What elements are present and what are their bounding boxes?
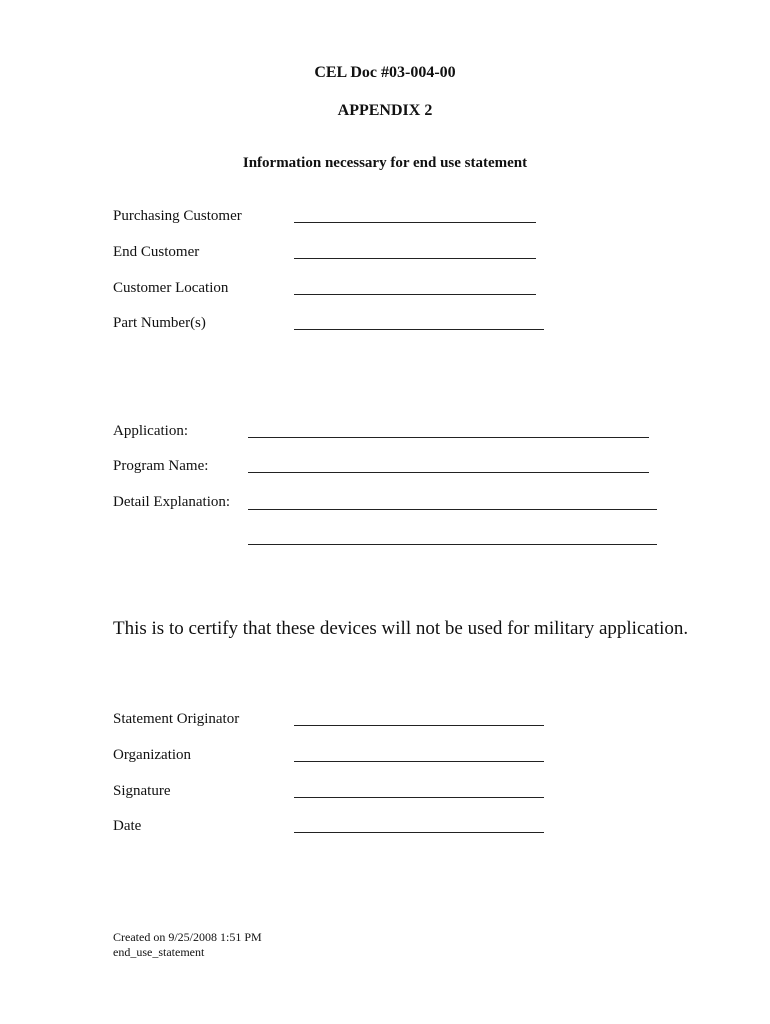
statement-originator-label: Statement Originator [113, 711, 240, 727]
signature-label: Signature [113, 783, 171, 799]
end-customer-label: End Customer [113, 244, 200, 260]
end-customer-field[interactable] [294, 258, 536, 259]
application-label: Application: [113, 423, 188, 439]
detail-explanation-field-line-1[interactable] [248, 509, 657, 510]
appendix-title: APPENDIX 2 [337, 102, 433, 119]
date-label: Date [113, 818, 142, 834]
created-timestamp: Created on 9/25/2008 1:51 PM [113, 930, 262, 944]
purchasing-customer-field[interactable] [294, 222, 536, 223]
customer-location-field[interactable] [294, 294, 536, 295]
purchasing-customer-label: Purchasing Customer [113, 208, 242, 224]
program-name-label: Program Name: [113, 458, 209, 474]
certification-statement: This is to certify that these devices will not be used for military application. [113, 618, 689, 639]
application-field[interactable] [248, 437, 649, 438]
part-numbers-field[interactable] [294, 329, 544, 330]
form-subtitle: Information necessary for end use statement [242, 155, 528, 171]
statement-originator-field[interactable] [294, 725, 544, 726]
organization-label: Organization [113, 747, 192, 763]
detail-explanation-label: Detail Explanation: [113, 494, 231, 510]
part-numbers-label: Part Number(s) [113, 315, 206, 331]
program-name-field[interactable] [248, 472, 649, 473]
date-field[interactable] [294, 832, 544, 833]
file-name: end_use_statement [113, 945, 205, 959]
detail-explanation-field-line-2[interactable] [248, 544, 657, 545]
document-footer [113, 930, 262, 960]
document-number: CEL Doc #03-004-00 [314, 64, 456, 81]
customer-location-label: Customer Location [113, 280, 229, 296]
signature-field[interactable] [294, 797, 544, 798]
organization-field[interactable] [294, 761, 544, 762]
